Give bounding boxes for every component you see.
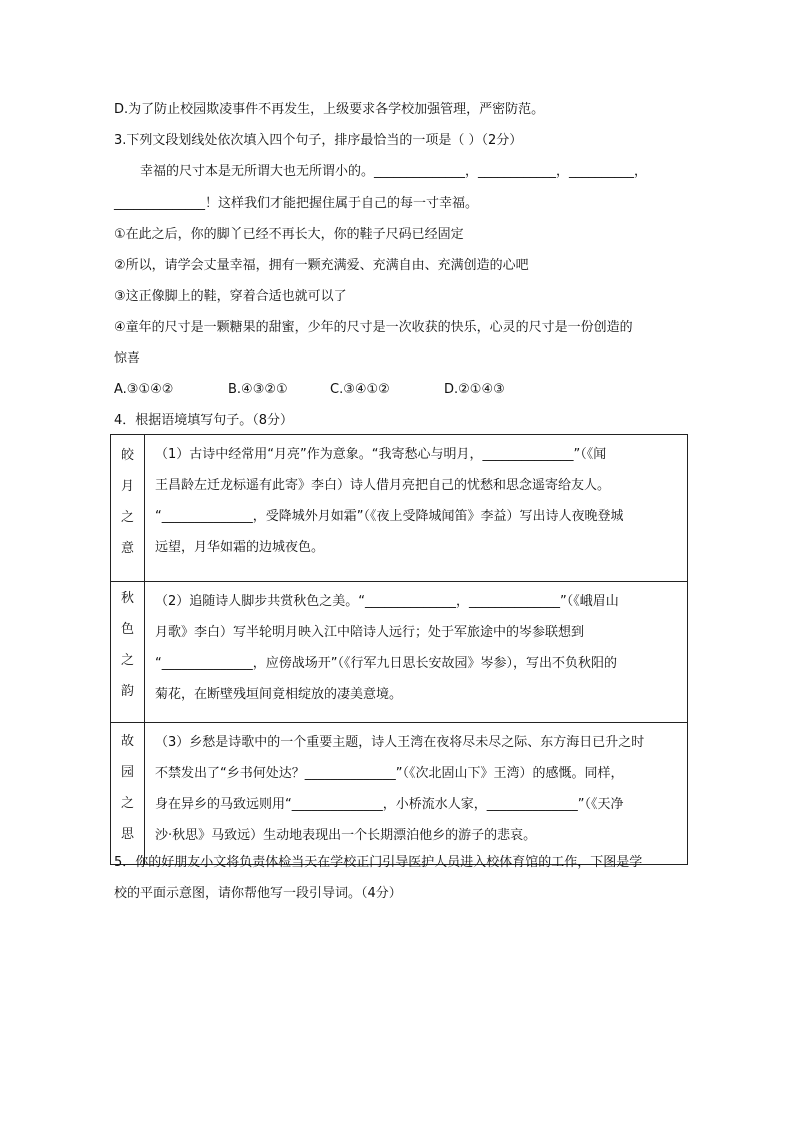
content-line: 远望，月华如霜的边城夜色。 [155, 540, 325, 555]
table-row [111, 435, 688, 582]
row-content [145, 582, 688, 723]
question-5-prompt: 5．你的好朋友小文将负责体检当天在学校正门引导医护人员进入校体育馆的工作，下图是学 [114, 855, 643, 870]
sentence-item-2: ②所以，请学会丈量幸福，拥有一颗充满爱、充满自由、充满创造的心吧 [114, 258, 529, 273]
sentence-item-3: ③这正像脚上的鞋，穿着合适也就可以了 [114, 289, 347, 304]
content-line: 不禁发出了“乡书何处达？______________”（《次北固山下》王湾）的感慨。同样， [155, 766, 624, 781]
content-line: 月歌》李白）写半轮明月映入江中陪诗人远行；处于军旅途中的岑参联想到 [155, 625, 585, 640]
choice-d: D.②①④③ [444, 382, 505, 397]
question-5-prompt-continued: 校的平面示意图，请你帮他写一段引导词。（4分） [114, 886, 402, 901]
content-line: 沙·秋思》马致远）生动地表现出一个长期漂泊他乡的游子的悲哀。 [155, 828, 537, 843]
choice-c: C.③④①② [330, 382, 390, 397]
sentence-item-4-continued: 惊喜 [114, 351, 141, 366]
row-content [145, 723, 688, 865]
content-line: “______________，受降城外月如霜”（《夜上受降城闻笛》李益）写出诗人夜晚登城 [155, 509, 624, 524]
sentence-item-1: ①在此之后，你的脚丫已经不再长大，你的鞋子尺码已经固定 [114, 227, 464, 242]
question-4-prompt: 4．根据语境填写句子。（8分） [114, 413, 294, 428]
content-line: （2）追随诗人脚步共赏秋色之美。“______________，______________”（《峨眉山 [155, 594, 619, 609]
content-line: （1）古诗中经常用“月亮”作为意象。“我寄愁心与明月，______________”（《闻 [155, 447, 607, 462]
choice-a: A.③①④② [114, 382, 174, 397]
content-line: 王昌龄左迁龙标遥有此寄》李白）诗人借月亮把自己的忧愁和思念遥寄给友人。 [155, 478, 611, 493]
content-line: “______________，应傍战场开”（《行军九日思长安故园》岑参），写出不负秋阳的 [155, 656, 617, 671]
passage-line-2: ______________！这样我们才能把握住属于自己的每一寸幸福。 [114, 196, 479, 211]
passage-line-1: 幸福的尺寸本是无所谓大也无所谓小的。______________，____________，__________， [140, 164, 648, 179]
answer-choices [114, 381, 505, 399]
table-row [111, 582, 688, 723]
row-theme-label: 秋 色 之 韵 [111, 582, 145, 723]
poetry-fill-table [110, 434, 688, 865]
sentence-item-4: ④童年的尺寸是一颗糖果的甜蜜，少年的尺寸是一次收获的快乐，心灵的尺寸是一份创造的 [114, 320, 633, 335]
row-theme-label: 故 园 之 思 [111, 723, 145, 865]
option-d-text: D.为了防止校园欺凌事件不再发生，上级要求各学校加强管理，严密防范。 [114, 102, 545, 117]
question-3-prompt: 3.下列文段划线处依次填入四个句子，排序最恰当的一项是（ ）（2分） [114, 133, 523, 148]
table-row [111, 723, 688, 865]
content-line: （3）乡愁是诗歌中的一个重要主题，诗人王湾在夜将尽未尽之际、东方海日已升之时 [155, 735, 645, 750]
content-line: 身在异乡的马致远则用“______________，小桥流水人家，______________”（《天净 [155, 797, 624, 812]
row-content [145, 435, 688, 582]
row-theme-label: 皎 月 之 意 [111, 435, 145, 582]
choice-b: B.④③②① [228, 382, 288, 397]
content-line: 菊花，在断壁残垣间竟相绽放的凄美意境。 [155, 687, 403, 702]
